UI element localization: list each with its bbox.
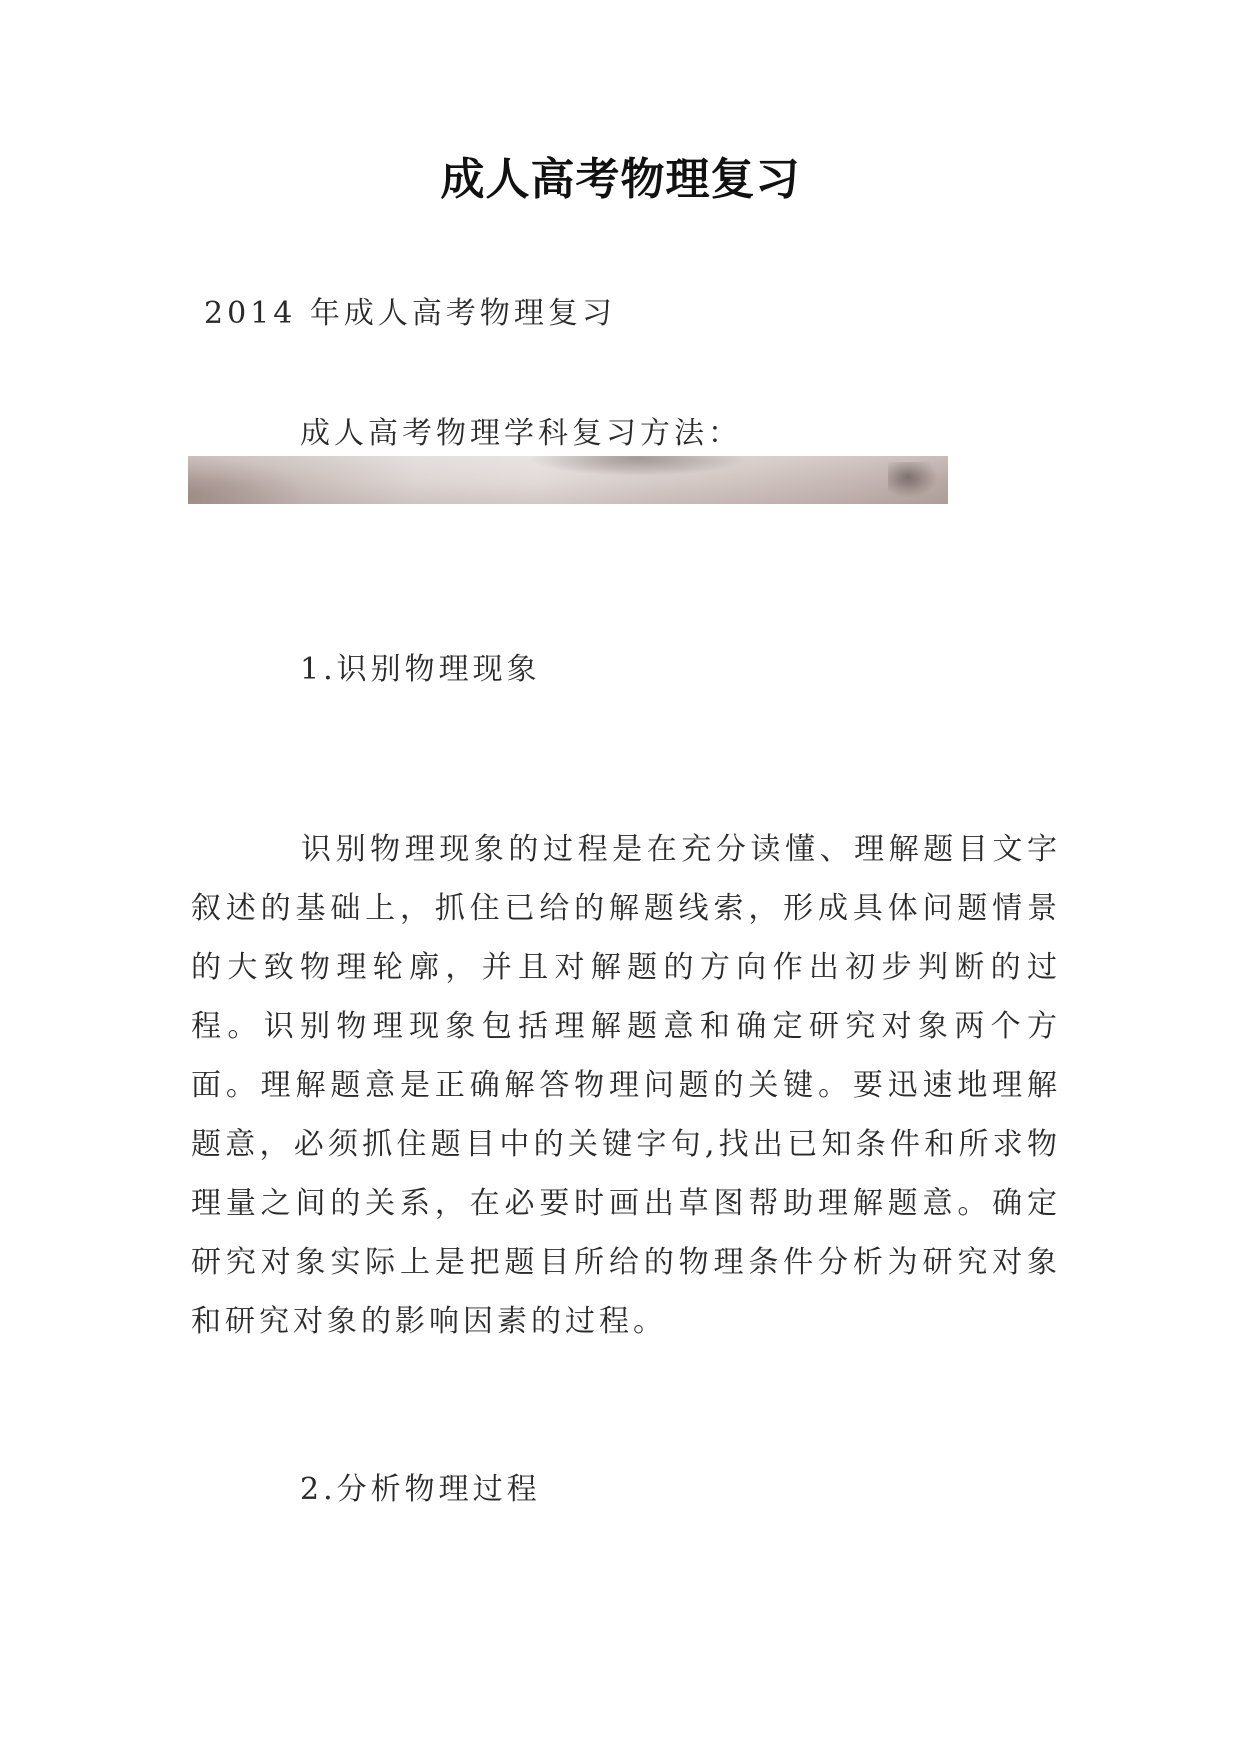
document-title: 成人高考物理复习 — [440, 154, 801, 205]
banner-overlay — [188, 456, 948, 504]
section-heading-1: 1.识别物理现象 — [300, 652, 541, 687]
section-heading-2: 2.分析物理过程 — [300, 1472, 541, 1507]
section-paragraph-1: 识别物理现象的过程是在充分读懂、理解题目文字叙述的基础上，抓住已给的解题线索，形成具体问题情景的大致物理轮廓，并且对解题的方向作出初步判断的过程。识别物理现象包括理解题意和确定研究对象两个方面。理解题意是正确解答物理问题的关键。要迅速地理解题意，必须抓住题目中的关键字句,找出已知条件和所求物理量之间的关系，在必要时画出草图帮助理解题意。确定研究对象实际上是把题目所给的物理条件分析为研究对象和研究对象的影响因素的过程。 — [191, 832, 1061, 1339]
method-heading: 成人高考物理学科复习方法： — [300, 416, 742, 451]
blurred-banner-image — [188, 456, 948, 504]
document-subtitle: 2014 年成人高考物理复习 — [204, 296, 616, 331]
